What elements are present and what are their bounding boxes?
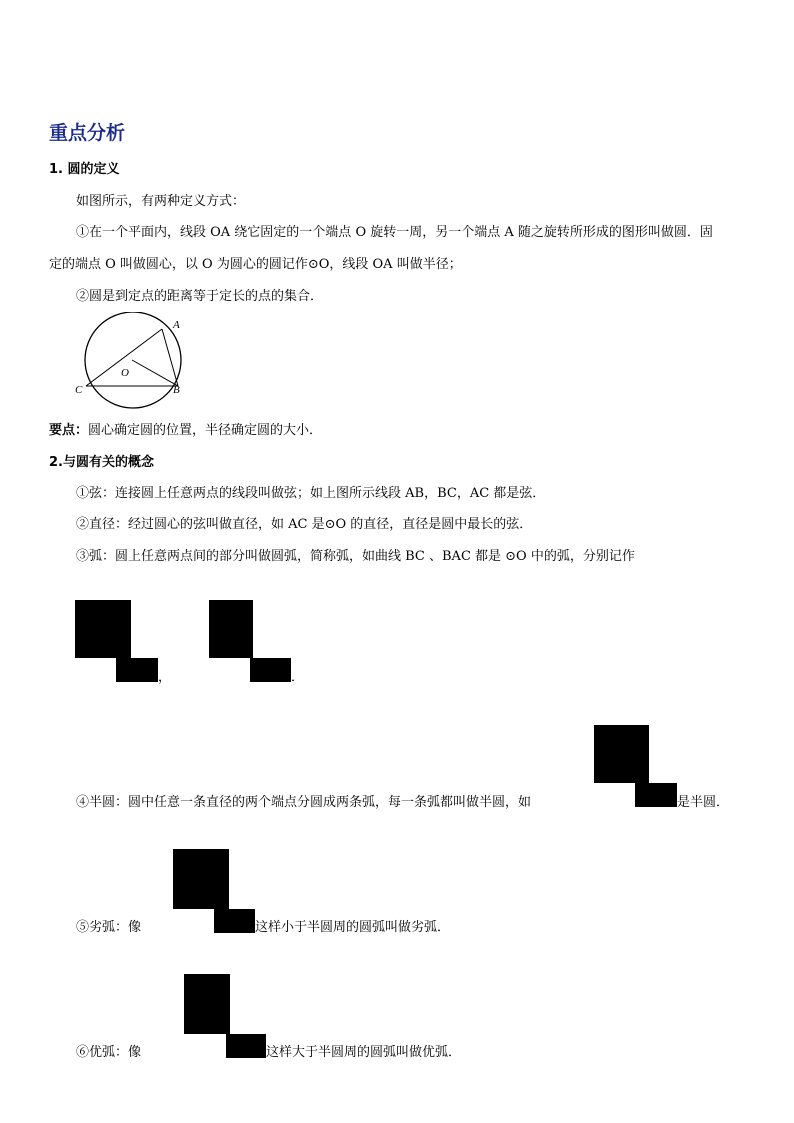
label-a: A (173, 319, 180, 331)
definition-1-line-1: ①在一个平面内，线段 OA 绕它固定的一个端点 O 旋转一周，另一个端点 A 随之旋转所形成的图形叫做圆．固 (76, 225, 713, 240)
heading-related-concepts: 2.与圆有关的概念 (49, 455, 154, 470)
segment-ob (132, 360, 178, 386)
definition-intro: 如图所示，有两种定义方式： (76, 194, 246, 209)
redacted-image (209, 600, 253, 658)
definition-2: ②圆是到定点的距离等于定长的点的集合． (76, 289, 324, 304)
circle-figure (70, 312, 200, 416)
definition-1-line-2: 定的端点 O 叫做圆心，以 O 为圆心的圆记作⊙O，线段 OA 叫做半径； (49, 257, 462, 272)
redacted-image (184, 974, 230, 1034)
redacted-image (635, 783, 677, 807)
concept-semicircle-prefix: ④半圆：圆中任意一条直径的两个端点分圆成两条弧，每一条弧都叫做半圆，如 (76, 795, 532, 810)
section-title: 重点分析 (49, 122, 126, 144)
heading-circle-definition: 1. 圆的定义 (49, 162, 120, 177)
keypoint (49, 419, 322, 438)
concept-minor-arc-prefix: ⑤劣弧：像 (76, 920, 142, 935)
keypoint-text: 圆心确定圆的位置，半径确定圆的大小． (88, 423, 323, 438)
concept-diameter: ②直径：经过圆心的弦叫做直径，如 AC 是⊙O 的直径，直径是圆中最长的弦． (76, 517, 533, 532)
concept-arc: ③弧：圆上任意两点间的部分叫做圆弧，简称弧，如曲线 BC 、BAC 都是 ⊙O 中的弧，分别记作 (76, 549, 635, 564)
arc-separator-period: ． (291, 670, 305, 685)
label-b: B (173, 384, 180, 396)
redacted-image (75, 600, 131, 658)
label-c: C (75, 384, 83, 396)
arc-separator-comma: ， (158, 670, 172, 685)
keypoint-label: 要点： (49, 423, 89, 438)
redacted-image (226, 1034, 266, 1058)
label-o: O (121, 367, 129, 379)
concept-minor-arc-suffix: 这样小于半圆周的圆弧叫做劣弧． (255, 920, 451, 935)
concept-major-arc-suffix: 这样大于半圆周的圆弧叫做优弧． (266, 1045, 462, 1060)
concept-major-arc-prefix: ⑥优弧：像 (76, 1045, 142, 1060)
redacted-image (173, 849, 229, 909)
redacted-image (594, 725, 649, 783)
redacted-image (116, 658, 158, 682)
redacted-image (250, 658, 291, 682)
concept-semicircle-suffix: 是半圆． (677, 795, 730, 810)
concept-chord: ①弦：连接圆上任意两点的线段叫做弦；如上图所示线段 AB，BC，AC 都是弦． (76, 486, 546, 501)
redacted-image (214, 909, 255, 933)
